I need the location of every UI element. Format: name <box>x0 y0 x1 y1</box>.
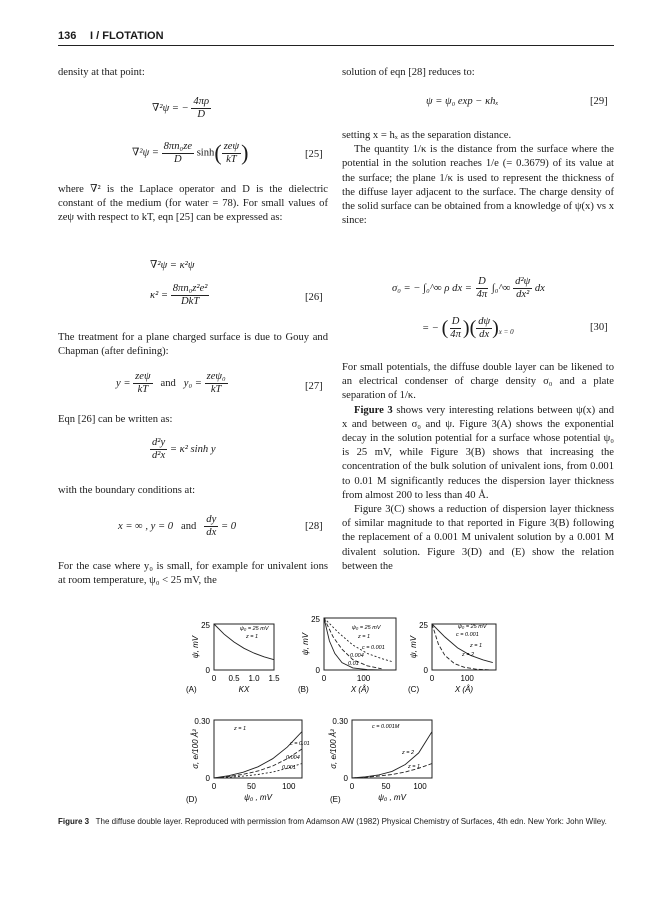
panel-A-xtick: 0 <box>211 674 217 683</box>
panel-B-ytick: 25 <box>311 615 320 624</box>
eq25-num: 8πn₀ze <box>163 140 193 152</box>
panel-C-annotation: z = 1 <box>470 643 483 649</box>
panel-E-series-line <box>352 732 432 778</box>
right-para2: The quantity 1/κ is the distance from the surface where the potential in the solution reaches 1/e (= 0.3679) of its value at the surface; the plane 1/κ is used to represent the thickness of the diffuse layer adjacent to the surface. The charge density of the solid surface can be obtained from a knowledge of ψ(x) vs x since: <box>342 144 614 227</box>
eq27-number: [27] <box>305 381 323 392</box>
eq30b-lhs: = − <box>422 322 439 334</box>
eq27-y0: y₀ = <box>183 377 202 389</box>
panel-B-xtick: 100 <box>356 674 371 683</box>
eq30a-int2: ∫₀^∞ <box>491 282 511 294</box>
eq28-number: [28] <box>305 521 323 532</box>
eq-laplace-num: 4πρ <box>193 96 210 107</box>
eq27-den1: kT <box>137 384 149 395</box>
right-para5: Figure 3(C) shows a reduction of dispersion layer thickness of similar magnitude to that reported in Figure 3(B) following the replacement of a 0.001 M univalent solution by a 0.001 M divalent solution. Figure 3(D) and (E) show the relation between the <box>342 504 614 572</box>
panel-E-xtick: 50 <box>381 782 391 791</box>
panel-B-annotation: c = 0.001 <box>362 645 385 651</box>
eq25-lhs: ∇²ψ = <box>132 147 159 159</box>
eq27-den2: kT <box>210 384 222 395</box>
panel-C-annotation: z = 2 <box>462 652 475 658</box>
panel-A-xlabel: KX <box>238 685 250 694</box>
caption-label: Figure 3 <box>58 817 90 826</box>
left-intro: density at that point: <box>58 67 145 78</box>
caption-text: The diffuse double layer. Reproduced with permission from Adamson AW (1982) Physical Chemistry of Surfaces, 4th edn. New York: John Wiley. <box>95 817 607 826</box>
panel-E-ytick: 0.30 <box>332 717 348 726</box>
eq25-den: D <box>173 153 182 165</box>
eq27-num2: zeψ₀ <box>206 371 226 382</box>
eq27-y: y = <box>116 377 131 389</box>
panel-D-annotation: 0.001 <box>282 765 296 771</box>
eq-d2y <box>150 437 216 462</box>
panel-C-xtick: 0 <box>429 674 435 683</box>
panel-D-annotation: 0.004 <box>286 755 300 761</box>
right-para1: setting x = hₓ as the separation distance. <box>342 130 512 141</box>
panel-E-xtick: 100 <box>413 782 427 791</box>
eq27-num1: zeψ <box>135 371 151 382</box>
panel-E-label: (E) <box>330 795 341 804</box>
eq30-number: [30] <box>590 322 608 333</box>
left-para3: Eqn [26] can be written as: <box>58 414 173 425</box>
panel-C-xlabel: X (Å) <box>454 685 474 694</box>
eq30a-dx: dx <box>534 282 545 294</box>
panel-B-xtick: 0 <box>321 674 327 683</box>
section-title: I / FLOTATION <box>90 30 164 42</box>
right-para3: For small potentials, the diffuse double layer can be likened to an electrical condenser of charge density σ₀ and a plate separation of 1/κ. <box>342 362 614 402</box>
panel-D-annotation: c = 0.01 <box>290 741 310 747</box>
eq27-and: and <box>160 377 176 389</box>
panel-E-annotation: c = 0.001M <box>372 724 400 730</box>
eq29-number: [29] <box>590 96 608 107</box>
panel-C-xtick: 100 <box>460 674 474 683</box>
panel-C-ytick: 25 <box>419 621 428 630</box>
panel-E-annotation: z = 1 <box>408 764 421 770</box>
eq30a-lhs: σ₀ = − <box>392 282 421 294</box>
panel-B-annotation: 0.004 <box>350 653 364 659</box>
panel-A-annotation: ψ₀ = 25 mV <box>240 626 269 632</box>
eq30b-sub: x = 0 <box>498 328 514 337</box>
eq30a-num2: d²ψ <box>515 276 531 287</box>
panel-D-xtick: 50 <box>246 782 256 791</box>
right-para4-bold: Figure 3 <box>354 404 393 416</box>
eq26b-den: DkT <box>180 296 200 307</box>
eq28-num: dy <box>206 514 217 525</box>
panel-C-frame <box>432 624 496 670</box>
panel-E-ytick: 0 <box>343 774 348 783</box>
right-text-block <box>342 129 614 228</box>
panel-E-annotation: z = 2 <box>402 750 415 756</box>
left-para5: For the case where y₀ is small, for example for univalent ions at room temperature, ψ₀ < 25 mV, the <box>58 561 328 587</box>
panel-A-ytick: 25 <box>201 621 210 630</box>
panel-D-xtick: 100 <box>282 782 296 791</box>
eq28-and: and <box>181 520 197 532</box>
eq-28 <box>118 514 236 539</box>
eq25-sinh: sinh <box>196 147 215 159</box>
panel-B-annotation: ψ₀ = 25 mV <box>352 625 381 631</box>
eq28-left: x = ∞ , y = 0 <box>118 520 174 532</box>
eq-29: ψ = ψ₀ exp − κhₓ <box>426 96 499 107</box>
eq30b-den2: dx <box>479 329 490 340</box>
eq30b-num2: dψ <box>478 316 491 327</box>
panel-D-xtick: 0 <box>211 782 217 791</box>
eq-laplace <box>152 96 211 121</box>
panel-E-xtick: 0 <box>349 782 355 791</box>
eq-25: ∇²ψ = $\frac{\text{8πn₀ze}}{D}$ sinh( $\frac{\text{zeψ}}{kT}$ ) <box>132 140 249 165</box>
eq25-number: [25] <box>305 149 323 160</box>
eq25-inner-den: kT <box>226 153 237 165</box>
eq28-rhs: = 0 <box>220 520 237 532</box>
eq28-den: dx <box>206 527 217 538</box>
panel-E-ylabel: σ, e/100 Å² <box>329 729 338 769</box>
panel-D-ylabel: σ, e/100 Å² <box>191 729 200 769</box>
eq-30b: = − ( $\frac{D}{4\pi}$ )( $\frac{d\psi}{dx}$ )$_{x = 0}$ <box>422 316 514 340</box>
figure-caption <box>58 816 614 827</box>
panel-B-annotation: 0.01 <box>348 661 359 667</box>
eq-d2y-rhs: = κ² sinh y <box>169 443 216 455</box>
right-para4: shows very interesting relations between ψ(x) and x and between σ₀ and ψ. Figure 3(A) shows the exponential decay in the solution potential for a surface whose potential ψ₀ is 25 mV, while Figure 3(B) shows that increasing the concentration of the bulk solution of univalent ions, from 0.001 to 0.01 M significantly reduces the dispersion layer thickness from almost 200 to less than 40 Å. <box>342 404 614 501</box>
left-para4: with the boundary conditions at: <box>58 485 196 496</box>
panel-D-label: (D) <box>186 795 198 804</box>
page-number: 136 <box>58 30 77 42</box>
panel-C-ytick: 0 <box>423 666 428 675</box>
eq30a-int1: ∫₀^∞ ρ dx = <box>423 282 472 294</box>
panel-A-xtick: 1.0 <box>248 674 260 683</box>
panel-A-ytick: 0 <box>205 666 210 675</box>
panel-A-label: (A) <box>186 685 197 694</box>
panel-C-label: (C) <box>408 685 420 694</box>
header-rule <box>58 45 614 46</box>
panel-C-annotation: c = 0.001 <box>456 632 479 638</box>
panel-D-ytick: 0 <box>205 774 210 783</box>
eq-laplace-den: D <box>197 109 206 120</box>
panel-B-ylabel: ψ, mV <box>301 632 310 656</box>
right-text-block-2 <box>342 361 614 574</box>
panel-B-ytick: 0 <box>315 666 320 675</box>
eq30a-frac-den: 4π <box>476 289 488 300</box>
panel-D-xlabel: ψ₀ , mV <box>244 793 272 802</box>
panel-C-ylabel: ψ, mV <box>409 635 418 659</box>
left-para1: where ∇² is the Laplace operator and D is the dielectric constant of the medium (for water = 78). For small values of zeψ with respect to kT, eqn [25] can be expressed as: <box>58 184 328 224</box>
panel-D-ytick: 0.30 <box>194 717 210 726</box>
panel-E-xlabel: ψ₀ , mV <box>378 793 406 802</box>
panel-D-series-line <box>214 749 302 778</box>
eq26-number: [26] <box>305 292 323 303</box>
panel-A-xtick: 1.5 <box>268 674 280 683</box>
eq-d2y-num: d²y <box>152 437 166 448</box>
figure-3 <box>0 606 668 816</box>
panel-B-label: (B) <box>298 685 309 694</box>
eq26b-lhs: κ² = <box>150 289 169 301</box>
panel-A-annotation: z = 1 <box>246 634 259 640</box>
eq30a-den2: dx² <box>516 289 530 300</box>
eq30b-num1: D <box>451 316 460 327</box>
panel-C-annotation: ψ₀ = 25 mV <box>458 624 487 630</box>
panel-D-annotation: z = 1 <box>234 726 247 732</box>
panel-B-xlabel: X (Å) <box>350 685 370 694</box>
panel-A-xtick: 0.5 <box>228 674 240 683</box>
left-para2: The treatment for a plane charged surface is due to Gouy and Chapman (after defining): <box>58 332 328 358</box>
eq-laplace-lhs: ∇²ψ = − <box>152 102 189 114</box>
eq-26b <box>150 283 209 308</box>
right-intro: solution of eqn [28] reduces to: <box>342 67 475 78</box>
eq-26a: ∇²ψ = κ²ψ <box>150 260 195 271</box>
panel-A-ylabel: ψ, mV <box>191 635 200 659</box>
eq-d2y-den: d²x <box>152 450 166 461</box>
eq-30a <box>392 276 545 301</box>
eq30a-frac-num: D <box>478 276 486 287</box>
eq26b-num: 8πn₀z²e² <box>172 283 208 294</box>
eq25-inner-num: zeψ <box>223 140 240 152</box>
eq-27 <box>116 371 228 396</box>
panel-B-annotation: z = 1 <box>358 634 371 640</box>
eq30b-den1: 4π <box>450 329 461 340</box>
